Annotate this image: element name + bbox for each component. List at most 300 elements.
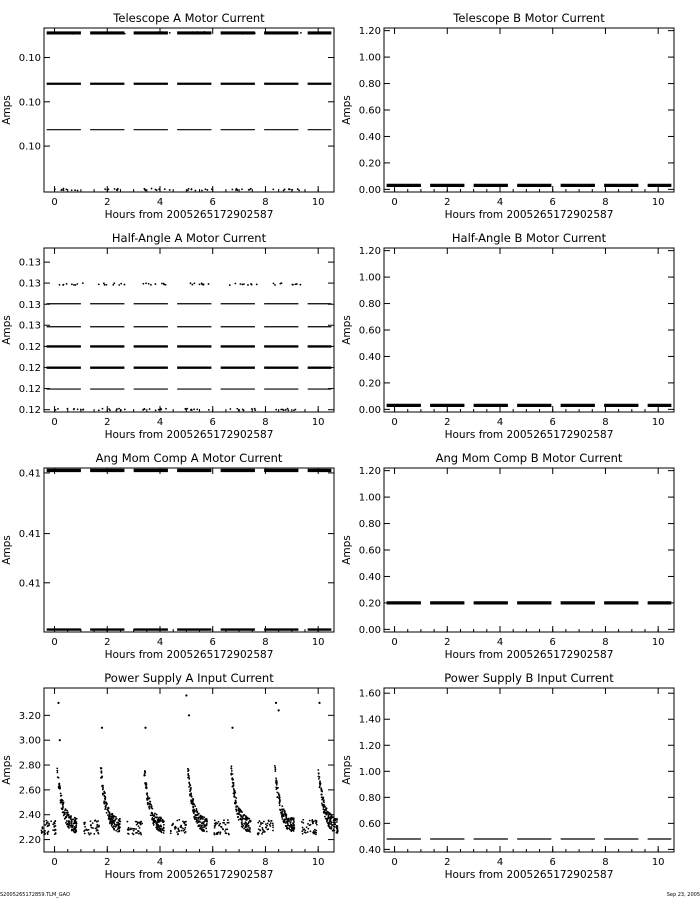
data-point [92, 822, 94, 824]
data-point [98, 283, 100, 285]
data-point [208, 283, 210, 285]
x-tick-label: 6 [549, 197, 556, 208]
data-point [268, 821, 270, 823]
y-tick-label: 0.60 [358, 105, 381, 117]
data-point [239, 818, 241, 820]
data-point [336, 832, 338, 834]
data-point [63, 188, 65, 190]
data-point [188, 786, 190, 788]
data-point [194, 818, 196, 820]
y-tick-label: 0.41 [18, 529, 41, 541]
data-point [278, 709, 280, 711]
data-point [44, 824, 46, 826]
data-point [324, 816, 326, 818]
data-point [228, 833, 230, 835]
data-point [69, 825, 71, 827]
data-point [203, 824, 205, 826]
footer-date: Sep 23, 2005 [666, 892, 700, 898]
data-point [180, 825, 182, 827]
data-point [74, 189, 76, 191]
data-point [214, 819, 216, 821]
data-point [246, 32, 248, 34]
data-point [104, 792, 106, 794]
data-point [239, 283, 241, 285]
y-tick-label: 1.40 [358, 714, 381, 726]
x-tick-label: 4 [156, 637, 164, 648]
data-point [126, 821, 128, 823]
data-point [302, 819, 304, 821]
data-point [242, 825, 244, 827]
data-point [314, 829, 316, 831]
data-point [188, 714, 190, 716]
y-tick-label: 0.12 [18, 363, 41, 375]
data-point [326, 811, 328, 813]
data-point [242, 818, 244, 820]
data-point [149, 808, 151, 810]
data-point [90, 832, 92, 834]
data-point [169, 189, 171, 191]
data-point [330, 823, 332, 825]
data-point [83, 830, 85, 832]
data-point [289, 829, 291, 831]
data-point [276, 791, 278, 793]
data-point [104, 799, 106, 801]
data-point [149, 801, 151, 803]
data-point [43, 832, 45, 834]
data-point [47, 821, 49, 823]
data-point [73, 284, 75, 286]
data-point [203, 830, 205, 832]
data-point [313, 831, 315, 833]
data-point [275, 702, 277, 704]
data-point [63, 189, 65, 191]
data-point [326, 818, 328, 820]
data-point [153, 824, 155, 826]
data-point [71, 189, 73, 191]
data-point [319, 776, 321, 778]
data-point [151, 805, 153, 807]
x-axis-label: Hours from 2005265172902587 [104, 429, 274, 441]
panel-3 [1, 231, 334, 441]
x-tick-label: 2 [444, 857, 451, 868]
data-point [196, 809, 198, 811]
data-point [231, 765, 233, 767]
data-point [188, 188, 190, 190]
data-point [61, 795, 63, 797]
data-point [68, 820, 70, 822]
data-point [154, 816, 156, 818]
data-point [64, 817, 66, 819]
data-point [60, 793, 62, 795]
data-point [241, 821, 243, 823]
y-tick-label: 0.12 [18, 384, 41, 396]
data-point [102, 793, 104, 795]
y-axis-label: Amps [1, 95, 13, 125]
data-point [42, 831, 44, 833]
data-point [320, 787, 322, 789]
data-point [201, 283, 203, 285]
chart-title: Half-Angle B Motor Current [451, 231, 607, 245]
data-point [150, 814, 152, 816]
data-point [254, 32, 256, 34]
data-point [66, 189, 68, 191]
data-point [298, 190, 300, 192]
data-point [88, 834, 90, 836]
data-point [205, 188, 207, 190]
data-point [41, 830, 43, 832]
data-point [77, 408, 79, 410]
data-point [106, 812, 108, 814]
data-point [287, 408, 289, 410]
data-point [285, 814, 287, 816]
data-point [323, 811, 325, 813]
data-point [133, 828, 135, 830]
y-tick-label: 0.10 [18, 97, 41, 109]
data-point [295, 409, 297, 411]
y-tick-label: 0.00 [358, 624, 381, 636]
y-axis-label: Amps [1, 315, 13, 345]
data-point [265, 827, 267, 829]
plot-frame [384, 468, 674, 632]
data-point [106, 803, 108, 805]
y-tick-label: 0.80 [358, 79, 381, 91]
data-point [65, 822, 67, 824]
data-point [96, 825, 98, 827]
data-point [164, 188, 166, 190]
data-point [307, 831, 309, 833]
data-point [327, 820, 329, 822]
data-point [274, 32, 276, 34]
data-point [161, 829, 163, 831]
data-point [191, 803, 193, 805]
data-point [199, 816, 201, 818]
data-point [155, 409, 157, 411]
y-axis-label: Amps [341, 535, 353, 565]
x-tick-label: 6 [549, 857, 556, 868]
plot-frame [44, 248, 334, 412]
data-point [114, 188, 116, 190]
data-point [109, 820, 111, 822]
data-point [319, 785, 321, 787]
data-point [130, 828, 132, 830]
data-point [302, 833, 304, 835]
y-tick-label: 0.20 [358, 598, 381, 610]
data-point [257, 822, 259, 824]
data-point [162, 31, 164, 33]
data-point [302, 827, 304, 829]
data-point [235, 801, 237, 803]
data-point [153, 33, 155, 35]
data-point [223, 822, 225, 824]
y-tick-label: 0.00 [358, 404, 381, 416]
data-point [201, 190, 203, 192]
data-point [160, 408, 162, 410]
data-point [274, 765, 276, 767]
data-point [286, 828, 288, 830]
y-axis-label: Amps [1, 755, 13, 785]
data-point [256, 284, 258, 286]
data-point [239, 811, 241, 813]
data-point [189, 784, 191, 786]
y-tick-label: 1.60 [358, 688, 381, 700]
data-point [279, 804, 281, 806]
data-point [247, 823, 249, 825]
data-point [143, 775, 145, 777]
data-point [315, 833, 317, 835]
data-point [208, 409, 210, 411]
data-point [261, 827, 263, 829]
data-point [284, 811, 286, 813]
y-tick-label: 0.20 [358, 158, 381, 170]
data-point [152, 817, 154, 819]
data-point [275, 777, 277, 779]
data-point [109, 813, 111, 815]
data-point [275, 768, 277, 770]
plot-frame [44, 28, 334, 192]
data-point [73, 409, 75, 411]
data-point [197, 821, 199, 823]
data-point [67, 823, 69, 825]
data-point [319, 781, 321, 783]
data-point [102, 789, 104, 791]
data-point [189, 790, 191, 792]
data-point [124, 33, 126, 35]
data-point [84, 823, 86, 825]
data-point [194, 805, 196, 807]
data-point [281, 805, 283, 807]
x-tick-label: 2 [104, 197, 111, 208]
data-point [248, 825, 250, 827]
data-point [133, 830, 135, 832]
data-point [293, 822, 295, 824]
y-tick-label: 0.13 [18, 257, 41, 269]
data-point [281, 812, 283, 814]
data-point [199, 283, 201, 285]
data-point [63, 814, 65, 816]
data-point [77, 190, 79, 192]
data-point [323, 804, 325, 806]
data-point [96, 824, 98, 826]
data-point [187, 768, 189, 770]
data-point [57, 408, 59, 410]
data-point [42, 828, 44, 830]
data-point [103, 282, 105, 284]
data-point [327, 822, 329, 824]
data-point [285, 409, 287, 411]
x-tick-label: 0 [51, 417, 58, 428]
data-point [281, 818, 283, 820]
data-point [91, 827, 93, 829]
data-point [58, 786, 60, 788]
data-point [231, 189, 233, 191]
data-point [276, 784, 278, 786]
data-point [163, 824, 165, 826]
data-point [145, 189, 147, 191]
data-point [119, 823, 121, 825]
data-point [276, 796, 278, 798]
data-point [272, 188, 274, 190]
data-point [231, 770, 233, 772]
data-point [176, 831, 178, 833]
data-point [145, 786, 147, 788]
data-point [181, 830, 183, 832]
data-point [292, 829, 294, 831]
data-point [213, 834, 215, 836]
data-point [118, 284, 120, 286]
data-point [71, 283, 73, 285]
data-point [135, 828, 137, 830]
data-point [307, 823, 309, 825]
data-point [90, 824, 92, 826]
data-point [142, 409, 144, 411]
data-point [147, 799, 149, 801]
y-tick-label: 2.40 [18, 810, 41, 822]
data-point [103, 791, 105, 793]
data-point [93, 833, 95, 835]
data-point [67, 812, 69, 814]
data-point [254, 409, 256, 411]
data-point [117, 189, 119, 191]
data-point [63, 811, 65, 813]
data-point [283, 815, 285, 817]
data-point [269, 824, 271, 826]
y-tick-label: 0.00 [358, 184, 381, 196]
data-point [66, 820, 68, 822]
data-point [265, 823, 267, 825]
data-point [215, 833, 217, 835]
data-point [248, 818, 250, 820]
x-tick-label: 6 [209, 197, 216, 208]
data-point [223, 819, 225, 821]
data-point [117, 831, 119, 833]
data-point [109, 409, 111, 411]
data-point [243, 815, 245, 817]
data-point [225, 832, 227, 834]
data-point [144, 408, 146, 410]
footer-filename: S2005265172859.TLM_GAO [0, 892, 70, 898]
data-point [227, 819, 229, 821]
data-point [233, 784, 235, 786]
data-point [116, 822, 118, 824]
data-point [179, 830, 181, 832]
data-point [105, 32, 107, 34]
data-point [120, 283, 122, 285]
data-point [104, 808, 106, 810]
y-tick-label: 0.41 [18, 578, 41, 590]
data-point [193, 282, 195, 284]
data-point [197, 817, 199, 819]
data-point [137, 823, 139, 825]
data-point [317, 769, 319, 771]
data-point [279, 801, 281, 803]
data-point [82, 282, 84, 284]
x-axis-label: Hours from 2005265172902587 [104, 869, 274, 881]
data-point [321, 796, 323, 798]
data-point [232, 778, 234, 780]
data-point [100, 771, 102, 773]
data-point [316, 821, 318, 823]
x-axis-label: Hours from 2005265172902587 [104, 209, 274, 221]
x-tick-label: 0 [51, 637, 58, 648]
data-point [260, 822, 262, 824]
data-point [191, 801, 193, 803]
data-point [228, 32, 230, 34]
data-point [151, 188, 153, 190]
data-point [333, 821, 335, 823]
data-point [58, 784, 60, 786]
x-tick-label: 6 [549, 637, 556, 648]
data-point [321, 804, 323, 806]
y-tick-label: 0.13 [18, 320, 41, 332]
plot-frame [44, 468, 334, 632]
data-point [213, 832, 215, 834]
data-point [257, 832, 259, 834]
data-point [238, 409, 240, 411]
data-point [311, 819, 313, 821]
chart-title: Ang Mom Comp B Motor Current [435, 451, 623, 465]
data-point [138, 825, 140, 827]
data-point [156, 824, 158, 826]
y-tick-label: 0.80 [358, 299, 381, 311]
data-point [157, 819, 159, 821]
data-point [119, 818, 121, 820]
data-point [107, 188, 109, 190]
data-point [95, 828, 97, 830]
data-point [109, 818, 111, 820]
data-point [285, 825, 287, 827]
data-point [138, 833, 140, 835]
data-point [182, 828, 184, 830]
data-point [152, 822, 154, 824]
data-point [228, 822, 230, 824]
data-point [241, 284, 243, 286]
data-point [243, 828, 245, 830]
data-point [193, 809, 195, 811]
data-point [158, 31, 160, 33]
data-point [225, 824, 227, 826]
data-point [214, 827, 216, 829]
x-tick-label: 0 [391, 197, 398, 208]
x-tick-label: 4 [156, 197, 164, 208]
panel-7 [1, 671, 339, 881]
data-point [203, 31, 205, 33]
data-point [70, 818, 72, 820]
data-point [151, 812, 153, 814]
data-point [306, 826, 308, 828]
data-point [238, 819, 240, 821]
data-point [291, 33, 293, 35]
data-point [113, 828, 115, 830]
data-point [57, 702, 59, 704]
data-point [97, 820, 99, 822]
y-axis-label: Amps [1, 535, 13, 565]
data-point [158, 821, 160, 823]
data-point [124, 409, 126, 411]
y-tick-label: 0.60 [358, 545, 381, 557]
data-point [187, 189, 189, 191]
data-point [84, 826, 86, 828]
y-tick-label: 0.10 [18, 53, 41, 65]
data-point [283, 819, 285, 821]
data-point [45, 820, 47, 822]
data-point [139, 827, 141, 829]
data-point [206, 825, 208, 827]
data-point [301, 830, 303, 832]
data-point [61, 189, 63, 191]
data-point [75, 829, 77, 831]
y-tick-label: 3.00 [18, 735, 41, 747]
data-point [102, 32, 104, 34]
